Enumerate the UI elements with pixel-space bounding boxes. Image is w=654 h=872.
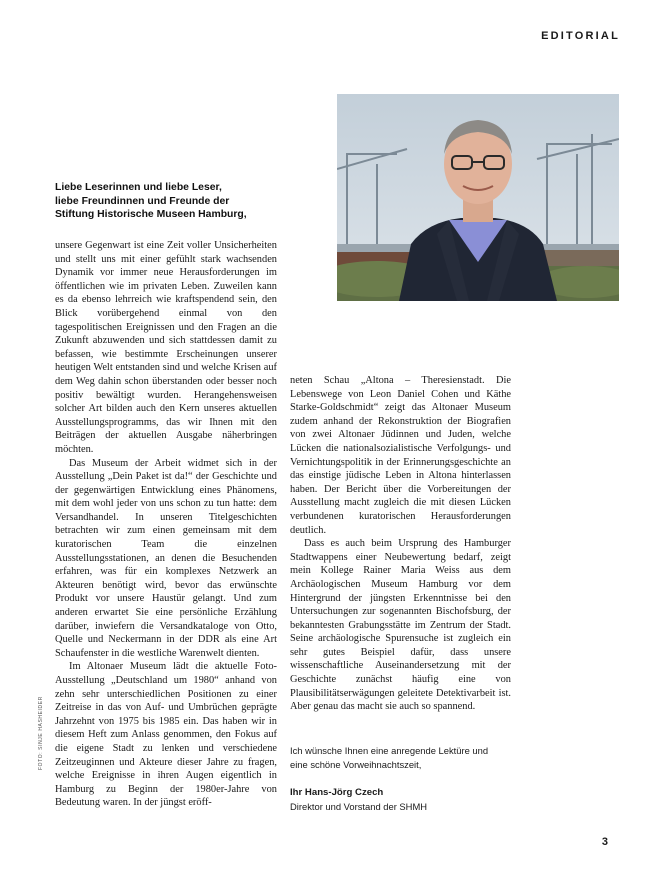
paragraph: Das Museum der Arbeit widmet sich in der Ausstellung „Dein Paket ist da!“ der Geschichte und der gegenwärtigen Entwicklung eines Phänomens, mit dem wohl jeder von uns schon zu tun hatte: dem Versandhandel. In unseren Titelgeschichten betrachten wir zum einen gemeinsam mit dem kuratorischen Team die einzelnen Ausstellungsstationen, an denen die Besuchenden erfahren, was für ein komplexes Netzwerk an Akteuren benötigt wird, bevor das erwünschte Produkt vor unsere Haustür gelangt. Und zum anderen erwartet Sie eine persönliche Erzählung darüber, inwiefern die Versandkataloge von Otto, Quelle und Neckermann in der DDR als eine Art Schaufenster in die westliche Warenwelt dienten. (55, 457, 277, 659)
salutation-line: liebe Freundinnen und Freunde der (55, 195, 230, 207)
salutation-line: Stiftung Historische Museen Hamburg, (55, 209, 247, 221)
closing-wishes (290, 744, 530, 771)
paragraph: unsere Gegenwart ist eine Zeit voller Unsicherheiten und stellt uns mit einer gefühlt stark wachsenden Dynamik vor immer neue Herausforderungen im öffentlichen wie im privaten Leben. Zuweilen kann es da ebenso lehrreich wie kraftspendend sein, den Blick vorübergehend einmal von den tagespolitischen Ereignissen und den Fragen an die Zukunft abzuwenden und sich stattdessen damit zu befassen, wie bestimmte Erscheinungen unserer heutigen Welt entstanden sind und welche Krisen auf dem Weg dahin schon überstanden oder besser noch positiv bewältigt wurden. Herangehensweisen solcher Art bilden auch den Kern unseres aktuellen Ausstellungsprogramms, das wir Ihnen mit den Beiträgen der aktuellen Ausgabe näherbringen möchten. (55, 240, 277, 455)
portrait-photo (337, 94, 619, 301)
closing-line: eine schöne Vorweihnachtszeit, (290, 758, 422, 770)
paragraph: Dass es auch beim Ursprung des Hamburger Stadtwappens einer Neubewertung bedarf, zeigt mein Kollege Rainer Maria Weiss aus dem Archäologischen Museum Hamburg vor dem Hintergrund der jüngsten Erkenntnisse bei den Untersuchungen zur sogenannten Bischofsburg, der bekanntesten Grabungsstätte im Zentrum der Stadt. Seine archäologische Spurensuche ist zugleich ein sehr gutes Beispiel dafür, dass unsere wissenschaftliche Auseinandersetzung mit der Geschichte zunächst häufig eine von Plausibilitätserwägungen geleitete Detektivarbeit ist. Aber genau das macht sie auch so spannend. (290, 538, 511, 713)
signature-name: Ihr Hans-Jörg Czech (290, 787, 384, 798)
section-title: EDITORIAL (541, 30, 620, 42)
portrait-illustration (337, 94, 619, 301)
page-number: 3 (601, 836, 608, 848)
paragraph: Im Altonaer Museum lädt die aktuelle Foto-Ausstellung „Deutschland um 1980“ anhand von zehn sehr unterschiedlichen Positionen zu einer Zeitreise in das von Auf- und Umbrüchen geprägte Jahrzehnt von 1975 bis 1985 ein. Das haben wir in diesem Heft zum Anlass genommen, den Fokus auf die eigene Stadt zu lenken und verschiedene Zeitzeuginnen und Akteure dieser Jahre zu fragen, welche Ereignisse in ihren Augen eigentlich in Hamburg zu Beginn der 1980er-Jahre von Bedeutung waren. In der jüngst eröff- (55, 661, 277, 809)
photo-credit: FOTO: SINJE HASHEIDER (38, 696, 44, 770)
salutation (55, 181, 295, 222)
closing-line: Ich wünsche Ihnen eine anregende Lektüre und (290, 745, 489, 756)
paragraph: neten Schau „Altona – Theresienstadt. Die Lebenswege von Leon Daniel Cohen und Käthe Starke-Goldschmidt“ zeigt das Altonaer Museum zudem anhand der Rekonstruktion der Biografien von zwei Altonaer Jüdinnen und Juden, welche Lücken die nationalsozialistische Verfolgungs- und Vernichtungspolitik in der Erinnerungsgeschichte an das einstige jüdische Leben in Altona hinterlassen haben. Der Bericht über die Vorbereitungen der Ausstellung macht zugleich die mit diesen Lücken verbundenen kuratorischen Herausforderungen deutlich. (290, 375, 511, 536)
text-column-left (55, 239, 277, 810)
salutation-line: Liebe Leserinnen und liebe Leser, (55, 182, 222, 193)
signature-role: Direktor und Vorstand der SHMH (290, 801, 428, 812)
text-column-right (290, 374, 511, 714)
